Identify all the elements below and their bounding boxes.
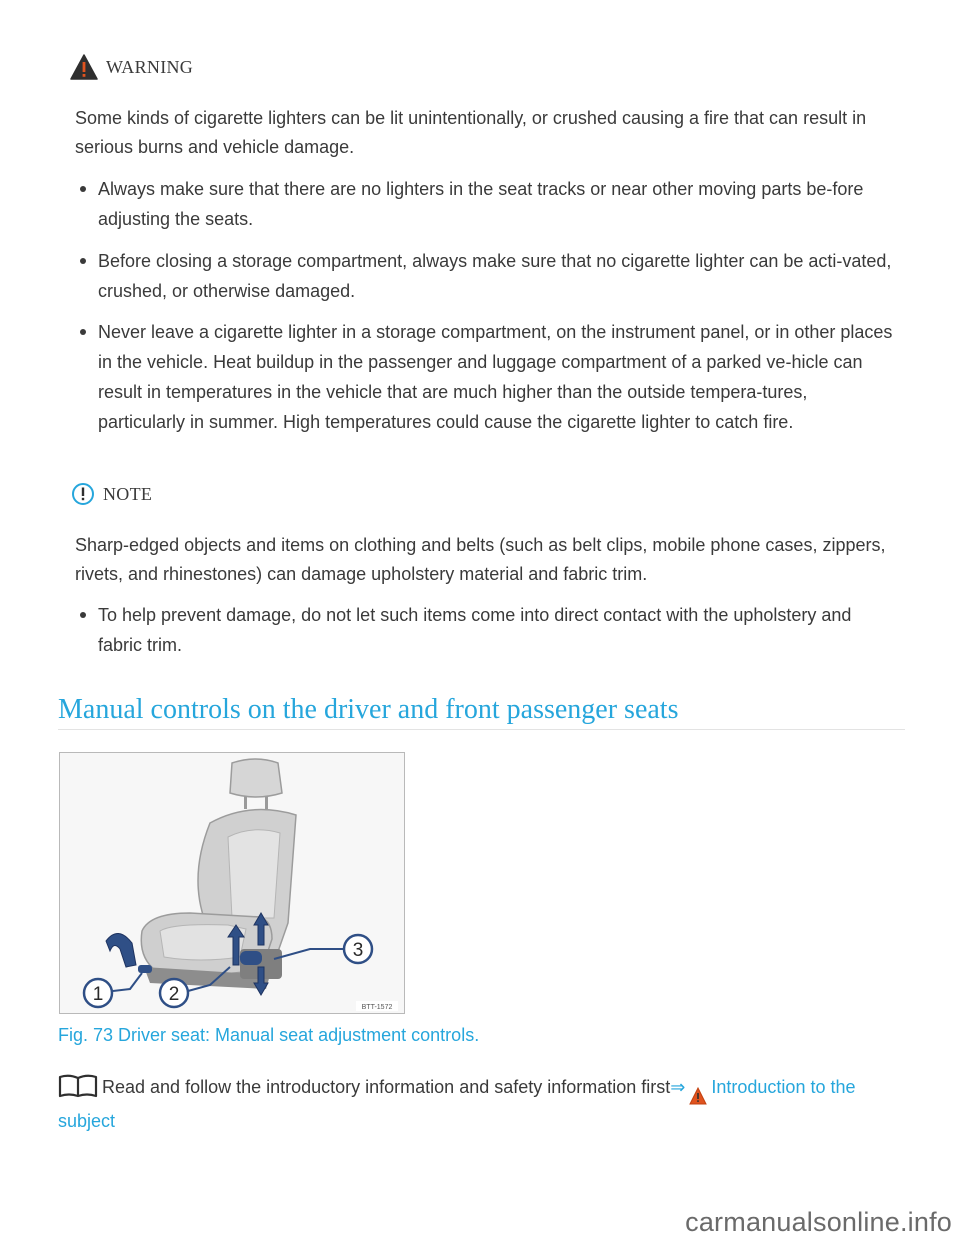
figure-caption: Fig. 73 Driver seat: Manual seat adjustment controls. [58,1025,480,1045]
arrow-right-icon: ⇒ [670,1077,686,1097]
note-intro: Sharp-edged objects and items on clothing and belts (such as belt clips, mobile phone cases, zippers, rivets, and rhinestones) can damage upholstery material and fabric trim. [75,535,886,584]
warning-triangle-icon [70,54,98,80]
figure-code: BTT-1572 [361,1004,393,1011]
warning-bullet: Always make sure that there are no lighters in the seat tracks or near other moving parts be-fore adjusting the seats. [98,174,898,234]
warning-bullet: Before closing a storage compartment, always make sure that no cigarette lighter can be acti-vated, crushed, or otherwise damaged. [98,246,898,306]
note-exclamation-icon [71,482,95,506]
note-bullet: To help prevent damage, do not let such items come into direct contact with the upholstery and fabric trim. [98,600,898,660]
seat-figure [59,752,405,1014]
warning-label: WARNING [106,56,194,77]
seat-illustration [60,753,404,1013]
watermark: carmanualsonline.info [685,1207,952,1237]
section-divider [58,729,905,730]
small-warning-icon [689,1087,707,1105]
introduction-link[interactable]: Introduction to the subject [58,1077,856,1131]
warning-intro: Some kinds of cigarette lighters can be lit unintentionally, or crushed causing a fire that can result in serious burns and vehicle damage. [75,108,867,157]
intro-paragraph [58,1071,908,1137]
callout-1: 1 [92,984,104,1005]
section-title: Manual controls on the driver and front passenger seats [58,694,679,725]
callout-3: 3 [352,940,364,961]
note-heading [71,482,152,506]
note-label: NOTE [103,483,153,504]
book-icon [58,1074,98,1098]
intro-text: Read and follow the introductory information and safety information first [102,1077,671,1097]
callout-2: 2 [168,984,180,1005]
warning-heading [70,54,193,80]
warning-bullet: Never leave a cigarette lighter in a storage compartment, on the instrument panel, or in other places in the vehicle. Heat buildup in the passenger and luggage compartment of a parked ve-hicle can result in temperatures in the vehicle that are much higher than the outside tempera-tures, particularly in summer. High temperatures could cause the cigarette lighter to catch fire. [98,317,898,437]
